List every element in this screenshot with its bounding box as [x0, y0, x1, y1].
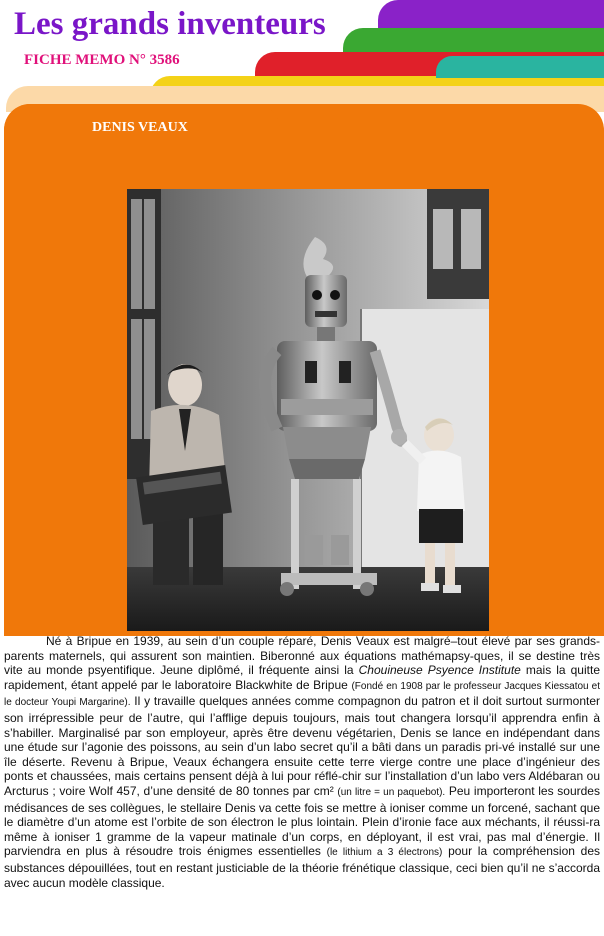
- bio-part-3: mais la quitte rapidement, étant appelé par le laboratoire Blackwhite de Bripue: [4, 663, 600, 692]
- institute-name: Chouineuse Psyence Institute: [358, 663, 521, 678]
- memo-number: FICHE MEMO N° 3586: [24, 52, 180, 68]
- bio-part-7: Peu importeront les sourdes médisances de ses collègues, le stellaire Denis va cette fois se mettre à ioniser comme un forcené, sachant que le diamètre d’un atome est l’orbite de son électron le plus lointain. Plein d’ironie face aux méchants, il réussi-ra même à ioniser 1 gramme de la vapeur matinale d’un corps, en déployant, il est vrai, pas mal d’énergie. Il parviendra en plus à résoudre trois énigmes essentielles: [4, 783, 600, 859]
- vintage-robot-photo: [127, 189, 489, 631]
- lab-founding-note: (Fondé en 1908 par le professeur Jacques Kiessatou et le docteur Youpi Margarine).: [4, 680, 600, 709]
- bio-part-9: pour la compréhension des substances dépouillées, tout en restant justiciable de la théorie frénétique classique, ceci bien qu’il ne s’accorda avec aucun modèle classique.: [4, 844, 600, 890]
- page-title: Les grands inventeurs: [14, 6, 326, 42]
- bio-part-5: Il y travaille quelques années comme compagnon du patron et il doit surtout surmonter son irrépressible peur de l’autre, qui l’afflige depuis toujours, mais tout changera lorsqu’il apprendra enfin à s’habiller. Marginalisé par son employeur, après être devenu végétarien, Denis se lance en indépendant dans une étude sur l’agonie des poissons, au sein d’un labo secret qu’il a bâti dans un paradis pri-vé installé sur une île déserte. Revenu à Bripue, Veaux échangera ensuite cette terre vierge contre une place d’ingénieur des ponts et chaussées, mais certains pensent déjà à lui pour réflé-chir sur l’installation d’un labo vers Aldébaran ou Arcturus ; voire Wolf 457, d’une densité de 80 tonnes par cm²: [4, 694, 601, 798]
- density-note: (un litre = un paquebot).: [337, 786, 446, 798]
- robot-photo-illustration: [127, 189, 489, 631]
- inventor-name: DENIS VEAUX: [92, 120, 188, 135]
- bio-part-1: Né à Bripue en 1939, au sein d’un couple réparé, Denis Veaux est malgré–tout élevé par ses grands-parents maternels, qui assurent son maintien. Biberonné aux équations mathémapsy-ques, il se destine très vite au monde psyentifique. Jeune diplômé, il fréquente ainsi la: [4, 634, 600, 678]
- lithium-note: (le lithium a 3 électrons): [326, 847, 443, 859]
- band-teal: [436, 56, 604, 78]
- biography-text: [4, 634, 600, 890]
